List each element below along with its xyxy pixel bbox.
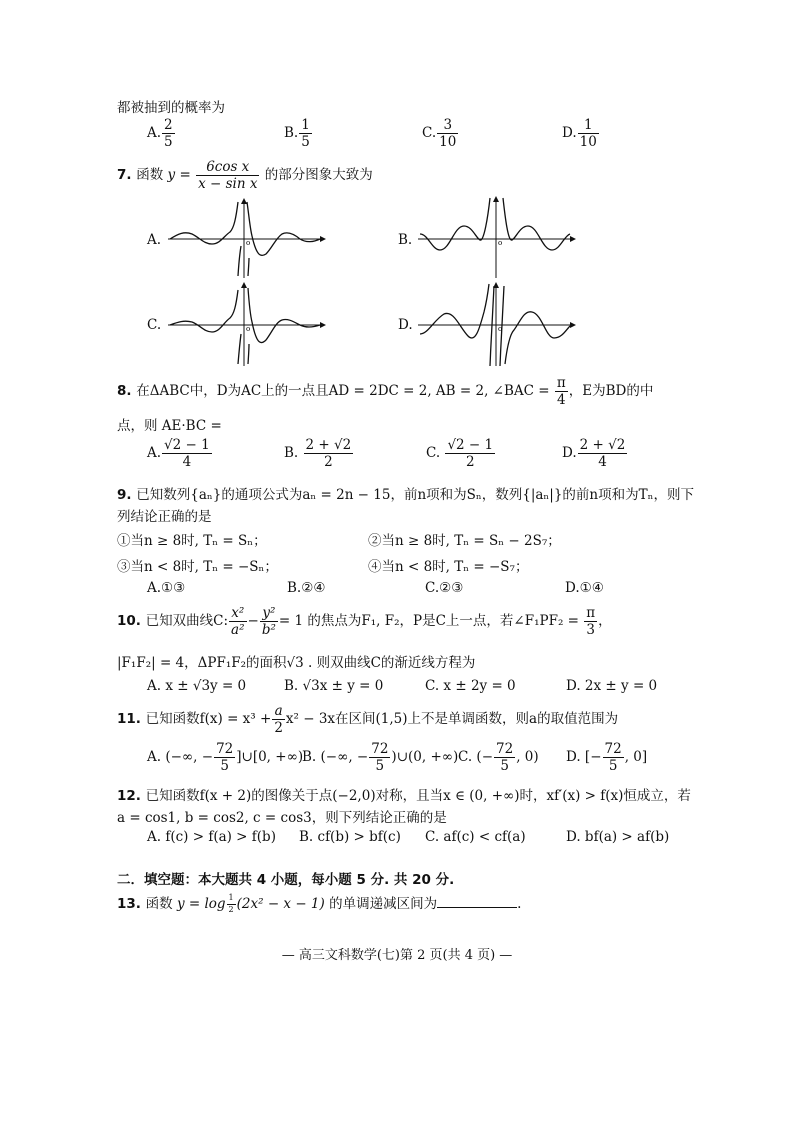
svg-text:o: o [498,325,503,333]
q12-option-a: A. f(c) > f(a) > f(b) [147,829,276,845]
q9-statement-3: ③当n < 8时, Tₙ = −Sₙ； [117,559,278,575]
q13-answer-blank[interactable] [437,895,517,908]
q9-option-c: C.②③ [425,580,464,596]
q10-option-a: A. x ± √3y = 0 [147,678,247,694]
q12-line2: a = cos1, b = cos2, c = cos3，则下列结论正确的是 [117,810,447,826]
q8-option-a: A. $\frac{√2 - 1}{4}$ [147,437,210,471]
q7-graph-d [418,282,578,368]
q8-line2: 点，则 AE·BC = [117,418,222,434]
q7-graph-d-label: D. [398,317,413,333]
q6-tail: 都被抽到的概率为 [117,100,225,116]
section2-title: 二．填空题：本大题共 4 小题，每小题 5 分. 共 20 分. [117,872,455,888]
page-footer: — 高三文科数学(七)第 2 页(共 4 页) — [281,948,513,963]
q6-option-d: D. $\frac{1}{10}$ [562,117,597,151]
q9-statement-1: ①当n ≥ 8时, Tₙ = Sₙ； [117,533,267,549]
q8-option-b: B. $\frac{2 + √2}{2}$ [284,437,352,471]
q11-option-b: B. (−∞, − $\frac{72}{5}$ )∪(0, +∞) [302,741,459,775]
q9-statement-4: ④当n < 8时, Tₙ = −S₇； [368,559,529,575]
q9-option-a: A.①③ [147,580,186,596]
q10-line1: 10. 已知双曲线C: $\frac{\text{x²}}{\text{a²}}$ − $\frac{\text{y²}}{\text{b²}}$ = 1 的焦点为F₁, F₂，P是C上一点，若∠F₁PF₂ = $\frac{\pi}{3}$ ， [117,605,612,639]
q11-option-d: D. [− $\frac{72}{5}$ , 0] [566,741,648,775]
q7-graph-a [168,198,328,280]
q7-stem: 7. 函数 y = $\frac{\text{6cos x}}{\text{x − sin x}}$ 的部分图象大致为 [117,159,373,193]
q9-option-b: B.②④ [287,580,326,596]
q6-option-c: C. $\frac{3}{10}$ [422,117,457,151]
svg-text:o: o [246,325,251,333]
svg-text:o: o [246,239,251,247]
q10-option-b: B. √3x ± y = 0 [284,678,384,694]
q13-stem: 13. 函数 y = log $\frac{1}{2}$ (2x² − x − 1) 的单调递减区间为 . [117,893,522,914]
q9-option-d: D.①④ [565,580,604,596]
q9-statement-2: ②当n ≥ 8时, Tₙ = Sₙ − 2S₇； [368,533,561,549]
q9-line1: 9. 已知数列{aₙ}的通项公式为aₙ = 2n − 15，前n项和为Sₙ，数列{|aₙ|}的前n项和为Tₙ，则下 [117,487,694,503]
svg-text:o: o [498,239,503,247]
q12-option-c: C. af(c) < cf(a) [425,829,526,845]
q10-line2: |F₁F₂| = 4，ΔPF₁F₂的面积√3 . 则双曲线C的渐近线方程为 [117,655,476,671]
q11-line1: 11. 已知函数f(x) = x³ + $\frac{a}{2}$ x² − 3x在区间(1,5)上不是单调函数，则a的取值范围为 [117,703,619,737]
q11-option-c: C. (− $\frac{72}{5}$ , 0) [458,741,539,775]
q8-line1: 8. 在ΔABC中，D为AC上的一点且AD = 2DC = 2, AB = 2, ∠BAC = $\frac{\pi}{4}$ ，E为BD的中 [117,375,654,409]
q6-option-b: B. $\frac{1}{5}$ [284,117,310,151]
q9-line2: 列结论正确的是 [117,509,212,525]
q10-option-d: D. 2x ± y = 0 [566,678,658,694]
q8-option-d: D. $\frac{2 + √2}{4}$ [562,437,626,471]
q7-graph-b [418,196,578,280]
q7-graph-c-label: C. [147,317,162,333]
q10-option-c: C. x ± 2y = 0 [425,678,516,694]
q12-line1: 12. 已知函数f(x + 2)的图像关于点(−2,0)对称，且当x ∈ (0, +∞)时，xf′(x) > f(x)恒成立，若 [117,788,691,804]
q7-graph-a-label: A. [147,232,162,248]
q12-option-b: B. cf(b) > bf(c) [299,829,401,845]
q8-option-c: C. $\frac{√2 - 1}{2}$ [426,437,494,471]
q11-option-a: A. (−∞, − $\frac{72}{5}$ ]∪[0, +∞) [147,741,304,775]
q7-graph-b-label: B. [398,232,413,248]
q7-graph-c [168,282,328,368]
q6-option-a: A. $\frac{2}{5}$ [147,117,173,151]
q12-option-d: D. bf(a) > af(b) [566,829,670,845]
